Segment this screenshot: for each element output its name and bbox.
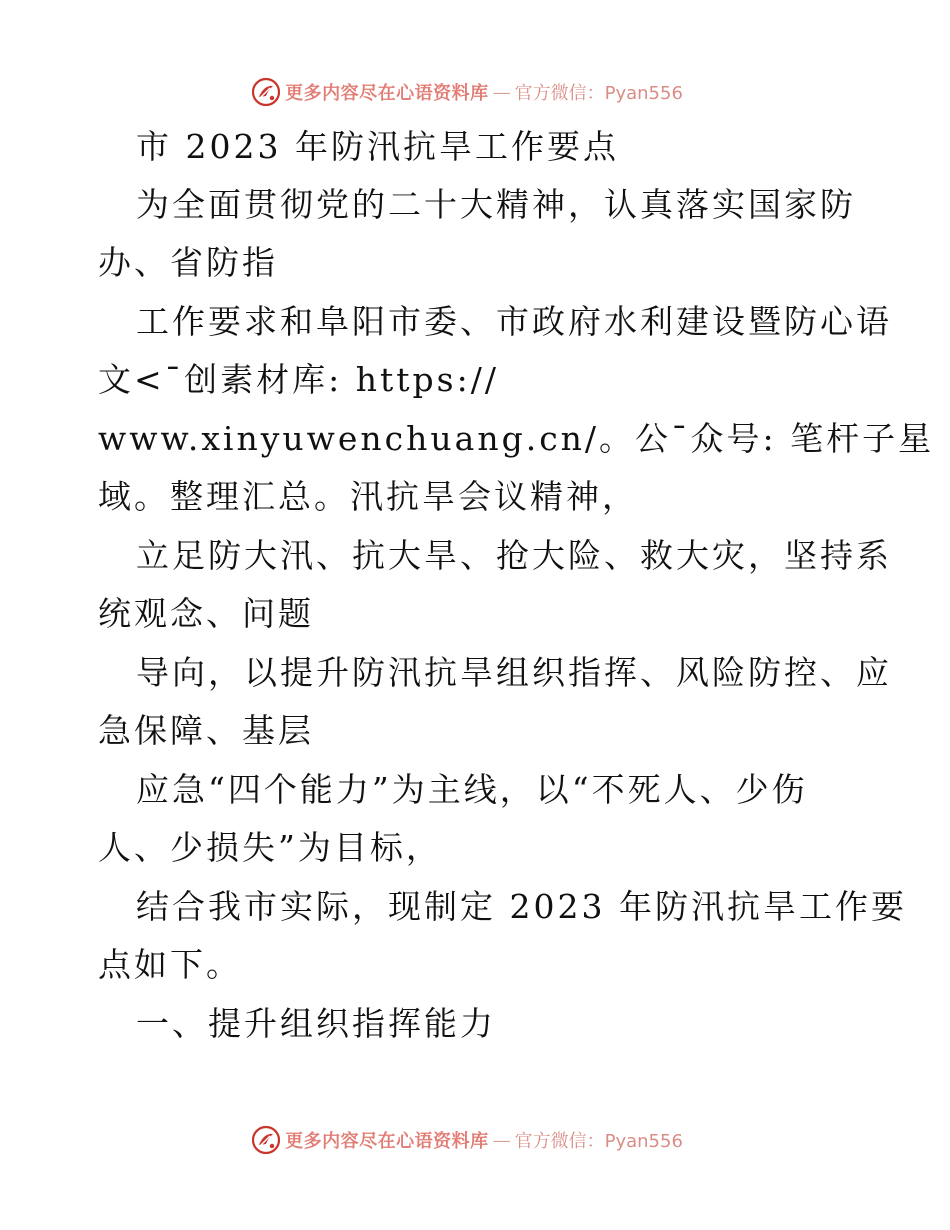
paragraph-line: 为全面贯彻党的二十大精神，认真落实国家防 (136, 185, 856, 224)
paragraph-line: 文<¯创素材库: https:// (98, 360, 499, 399)
document-title: 市 2023 年防汛抗旱工作要点 (136, 127, 619, 166)
footer-banner-dash: — (492, 1129, 511, 1151)
paragraph-line: 急保障、基层 (98, 711, 314, 750)
header-banner (0, 72, 950, 112)
paragraph-line: 结合我市实际，现制定 2023 年防汛抗旱工作要 (136, 887, 907, 926)
red-ink-seal-logo-icon (251, 77, 281, 107)
footer-banner-text: 更多内容尽在心语资料库 (285, 1131, 489, 1152)
footer-banner-inner (251, 1125, 683, 1155)
header-banner-inner (251, 77, 683, 107)
section-heading: 一、提升组织指挥能力 (136, 1004, 496, 1043)
paragraph-line: 统观念、问题 (98, 594, 314, 633)
red-ink-seal-logo-icon (251, 1125, 281, 1155)
paragraph-line: 办、省防指 (98, 243, 278, 282)
footer-banner-contact: 官方微信：Pyan556 (514, 1131, 683, 1152)
paragraph-line: www.xinyuwenchuang.cn/。公¯众号: 笔杆子星 (98, 419, 935, 458)
footer-banner (0, 1120, 950, 1160)
header-banner-dash: — (492, 81, 511, 103)
paragraph-line: 立足防大汛、抗大旱、抢大险、救大灾，坚持系 (136, 536, 892, 575)
paragraph-line: 域。整理汇总。汛抗旱会议精神， (98, 477, 638, 516)
header-banner-text: 更多内容尽在心语资料库 (285, 83, 489, 104)
paragraph-line: 人、少损失”为目标， (98, 828, 442, 867)
paragraph-line: 点如下。 (98, 945, 242, 984)
paragraph-line: 工作要求和阜阳市委、市政府水利建设暨防心语 (136, 302, 892, 341)
paragraph-line: 导向，以提升防汛抗旱组织指挥、风险防控、应 (136, 653, 892, 692)
paragraph-line: 应急“四个能力”为主线，以“不死人、少伤 (136, 770, 808, 809)
header-banner-contact: 官方微信：Pyan556 (514, 83, 683, 104)
